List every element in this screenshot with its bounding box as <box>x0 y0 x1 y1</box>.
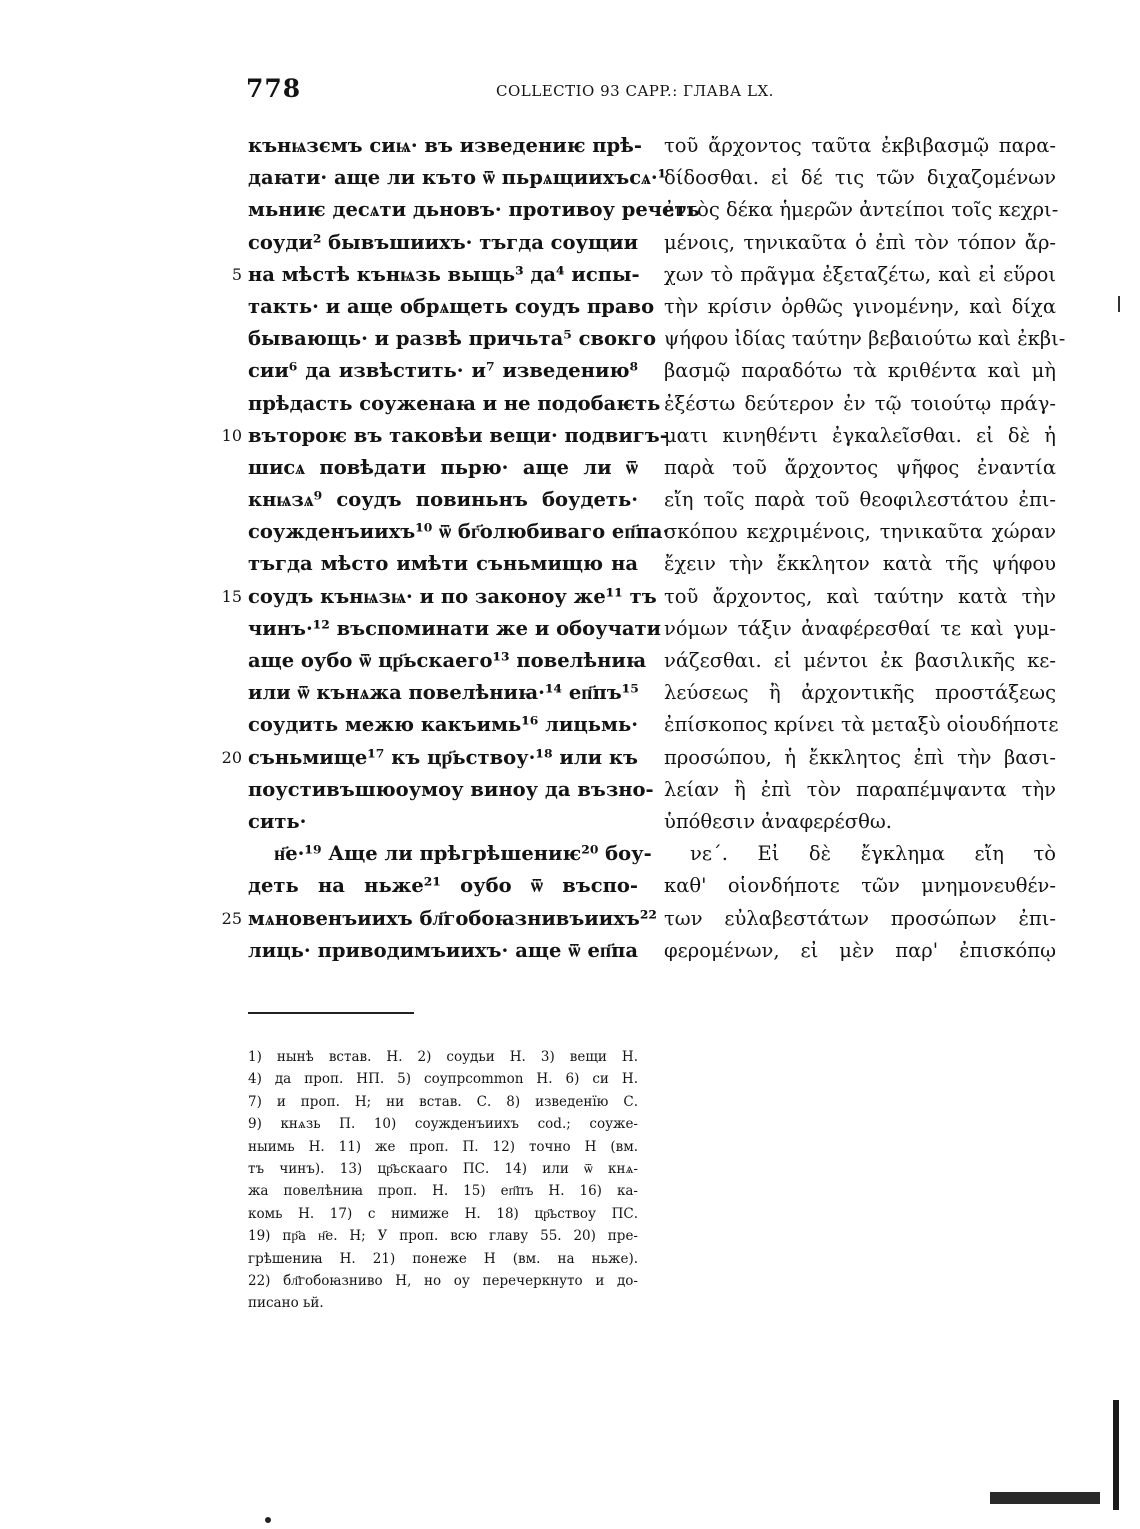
text-line: аще оубо ѿ цр҃ьскаего¹³ повелѣниꙗ <box>248 649 647 672</box>
text-line: вътороѥ въ таковѣи вещи· подвигъ- <box>248 423 668 447</box>
running-title: COLLECTIO 93 CAPP.: ГЛАВА LX. <box>496 82 774 100</box>
footnote-line: 9) кнѧзь П. 10) соужденъиихъ cod.; соуже- <box>248 1116 638 1133</box>
text-line: бывающь· и развѣ причьта⁵ свокго <box>248 327 657 351</box>
text-line: мѧновенъиихъ бл҃гобоꙗзнивъиихъ²² <box>248 906 657 930</box>
footnote-line: ныимь Н. 11) же проп. П. 12) точно Н (вм. <box>248 1138 638 1155</box>
text-line: ματι κινηθέντι ἐγκαλεῖσθαι. εἰ δὲ ἡ <box>664 423 1056 447</box>
text-line: съньмище¹⁷ къ цр҃ьствоу·¹⁸ или къ <box>248 745 638 769</box>
footnote-line: писано ьй. <box>248 1295 324 1312</box>
line-number: 10 <box>221 425 242 445</box>
text-line: λεύσεως ἢ ἀρχοντικῆς προστάξεως <box>664 681 1056 705</box>
text-line: деть на ньже²¹ оубо ѿ въспо- <box>248 874 638 898</box>
text-line: καθ' οἱονδήποτε τῶν μνημονευθέν- <box>664 874 1056 898</box>
line-number: 25 <box>221 908 242 928</box>
text-line: поустивъшюоумоу виноу да възно- <box>248 777 654 801</box>
text-line: соудъ кънѩзѩ· и по законоу же¹¹ тъ <box>248 584 657 608</box>
text-line: соудить межю какъимь¹⁶ лицьмь· <box>248 713 638 737</box>
footnote-line: грѣшениꙗ Н. 21) понеже Н (вм. на ньже). <box>248 1250 638 1267</box>
text-line: χων τὸ πρᾶγμα ἐξεταζέτω, καὶ εἰ εὕροι <box>664 262 1056 286</box>
text-line: ψήφου ἰδίας ταύτην βεβαιούτω καὶ ἐκβι- <box>664 327 1066 351</box>
footnote-line: 19) пр҃а н҃е. Н; У проп. всю главу 55. 20) пре- <box>248 1228 638 1245</box>
text-line: кънѩзємъ сиѩ· въ изведениѥ прѣ- <box>248 134 642 157</box>
text-line: τοῦ ἄρχοντος ταῦτα ἐκβιβασμῷ παρα- <box>664 134 1056 157</box>
text-line: νάζεσθαι. εἰ μέντοι ἐκ βασιλικῆς κε- <box>664 649 1056 672</box>
text-line: кнѩзѧ⁹ соудъ повиньнъ боудеть· <box>248 488 638 512</box>
text-line: τοῦ ἄρχοντος, καὶ ταύτην κατὰ τὴν <box>664 584 1056 608</box>
text-line: των εὐλαβεστάτων προσώπων ἐπι- <box>664 906 1056 930</box>
text-line: βασμῷ παραδότω τὰ κριθέντα καὶ μὴ <box>664 359 1056 383</box>
text-line: чинъ·¹² въспоминати же и обоучати <box>248 616 662 640</box>
footnotes <box>248 1046 638 1315</box>
text-line: νόμων τάξιν ἀναφέρεσθαί τε καὶ γυμ- <box>664 616 1056 640</box>
line-number: 5 <box>231 264 242 284</box>
text-line: на мѣстѣ кънѩзь выщь³ да⁴ испы- <box>248 262 640 286</box>
text-line: тъгда мѣсто имѣти съньмищю на <box>248 552 638 576</box>
footnote-line: 22) бл҃гобоꙗзниво Н, но оу перечеркнуто и до- <box>248 1272 638 1289</box>
footnote-line: 7) и проп. Н; ни встав. С. 8) изведенїю С. <box>248 1093 638 1110</box>
footnote-line: 1) нынѣ встав. Н. 2) соудьи Н. 3) вещи Н. <box>248 1049 638 1065</box>
scan-edge-mark <box>1118 296 1120 312</box>
page-header <box>0 74 1140 108</box>
text-line: сить· <box>248 809 307 833</box>
page-number: 778 <box>246 74 302 103</box>
text-line: ὑπόθεσιν ἀναφερέσθω. <box>664 809 892 833</box>
footnote-line: 4) да проп. НП. 5) соупрcommon Н. 6) си Н. <box>248 1071 638 1088</box>
text-line: прѣдасть соуженаꙗ и не подобаѥть <box>248 391 661 415</box>
text-line: мьниѥ десѧти дьновъ· противоу речеть <box>248 198 700 222</box>
text-line: соуди² бывъшиихъ· тъгда соущии <box>248 230 639 254</box>
text-line: шисѧ повѣдати пьрю· аще ли ѿ <box>248 455 638 479</box>
text-line: προσώπου, ἡ ἔκκλητος ἐπὶ τὴν βασι- <box>664 745 1056 769</box>
text-line: лиць· приводимъиихъ· аще ѿ еп҃па <box>248 938 638 962</box>
text-line: даꙗти· аще ли къто ѿ пьрѧщиихъсѧ·¹ <box>248 166 667 190</box>
line-number: 20 <box>221 747 242 767</box>
footnote-divider <box>248 1012 414 1014</box>
text-line: ἐντὸς δέκα ἡμερῶν ἀντείποι τοῖς κεχρι- <box>664 198 1059 222</box>
text-line: ἐπίσκοπος κρίνει τὰ μεταξὺ οἱουδήποτε <box>664 713 1059 737</box>
footnote-line: жа повелѣниꙗ проп. Н. 15) еп҃пъ Н. 16) ка- <box>248 1183 638 1200</box>
text-line: παρὰ τοῦ ἄρχοντος ψῆφος ἐναντία <box>664 455 1056 479</box>
footnote-line: комь Н. 17) с нимиже Н. 18) цр҃ьствоу ПС. <box>248 1205 638 1222</box>
line-number: 15 <box>221 586 242 606</box>
text-line: соужденъиихъ¹⁰ ѿ бг҃олюбиваго еп҃па· <box>248 520 670 544</box>
text-line: λείαν ἢ ἐπὶ τὸν παραπέμψαντα τὴν <box>664 777 1056 801</box>
greek-column <box>664 130 1066 967</box>
text-line: ἐξέστω δεύτερον ἐν τῷ τοιούτῳ πράγ- <box>664 391 1056 415</box>
scan-edge-mark <box>1113 1400 1119 1510</box>
scan-edge-mark <box>990 1492 1100 1504</box>
text-line: ἔχειν τὴν ἔκκλητον κατὰ τῆς ψήφου <box>664 552 1056 576</box>
section-start-line: νε΄. Εἰ δὲ ἔγκλημα εἴη τὸ <box>690 842 1056 866</box>
text-line: сии⁶ да извѣстить· и⁷ изведению⁸ <box>248 359 638 383</box>
section-start-line: н҃е·¹⁹ Аще ли прѣгрѣшениѥ²⁰ боу- <box>274 842 652 866</box>
text-line: εἴη τοῖς παρὰ τοῦ θεοφιλεστάτου ἐπι- <box>664 488 1056 512</box>
text-line: τὴν κρίσιν ὀρθῶς γινομένην, καὶ δίχα <box>664 294 1056 318</box>
text-line: или ѿ кънѧжа повелѣниꙗ·¹⁴ еп҃пъ¹⁵ <box>248 681 639 705</box>
text-line: δίδοσθαι. εἰ δέ τις τῶν διχαζομένων <box>664 166 1056 190</box>
church-slavonic-column <box>248 130 700 967</box>
text-line: φερομένων, εἰ μὲν παρ' ἐπισκόπῳ <box>664 938 1056 962</box>
scan-dust-speck <box>265 1517 271 1523</box>
footnote-line: тъ чинъ). 13) цр҃ьскааго ПС. 14) или ѿ кнѧ- <box>248 1160 638 1177</box>
text-line: σκόπου κεχριμένοις, τηνικαῦτα χώραν <box>664 520 1056 544</box>
text-line: такть· и аще обрѧщеть соудъ право <box>248 294 655 318</box>
text-line: μένοις, τηνικαῦτα ὁ ἐπὶ τὸν τόπον ἄρ- <box>664 230 1056 254</box>
